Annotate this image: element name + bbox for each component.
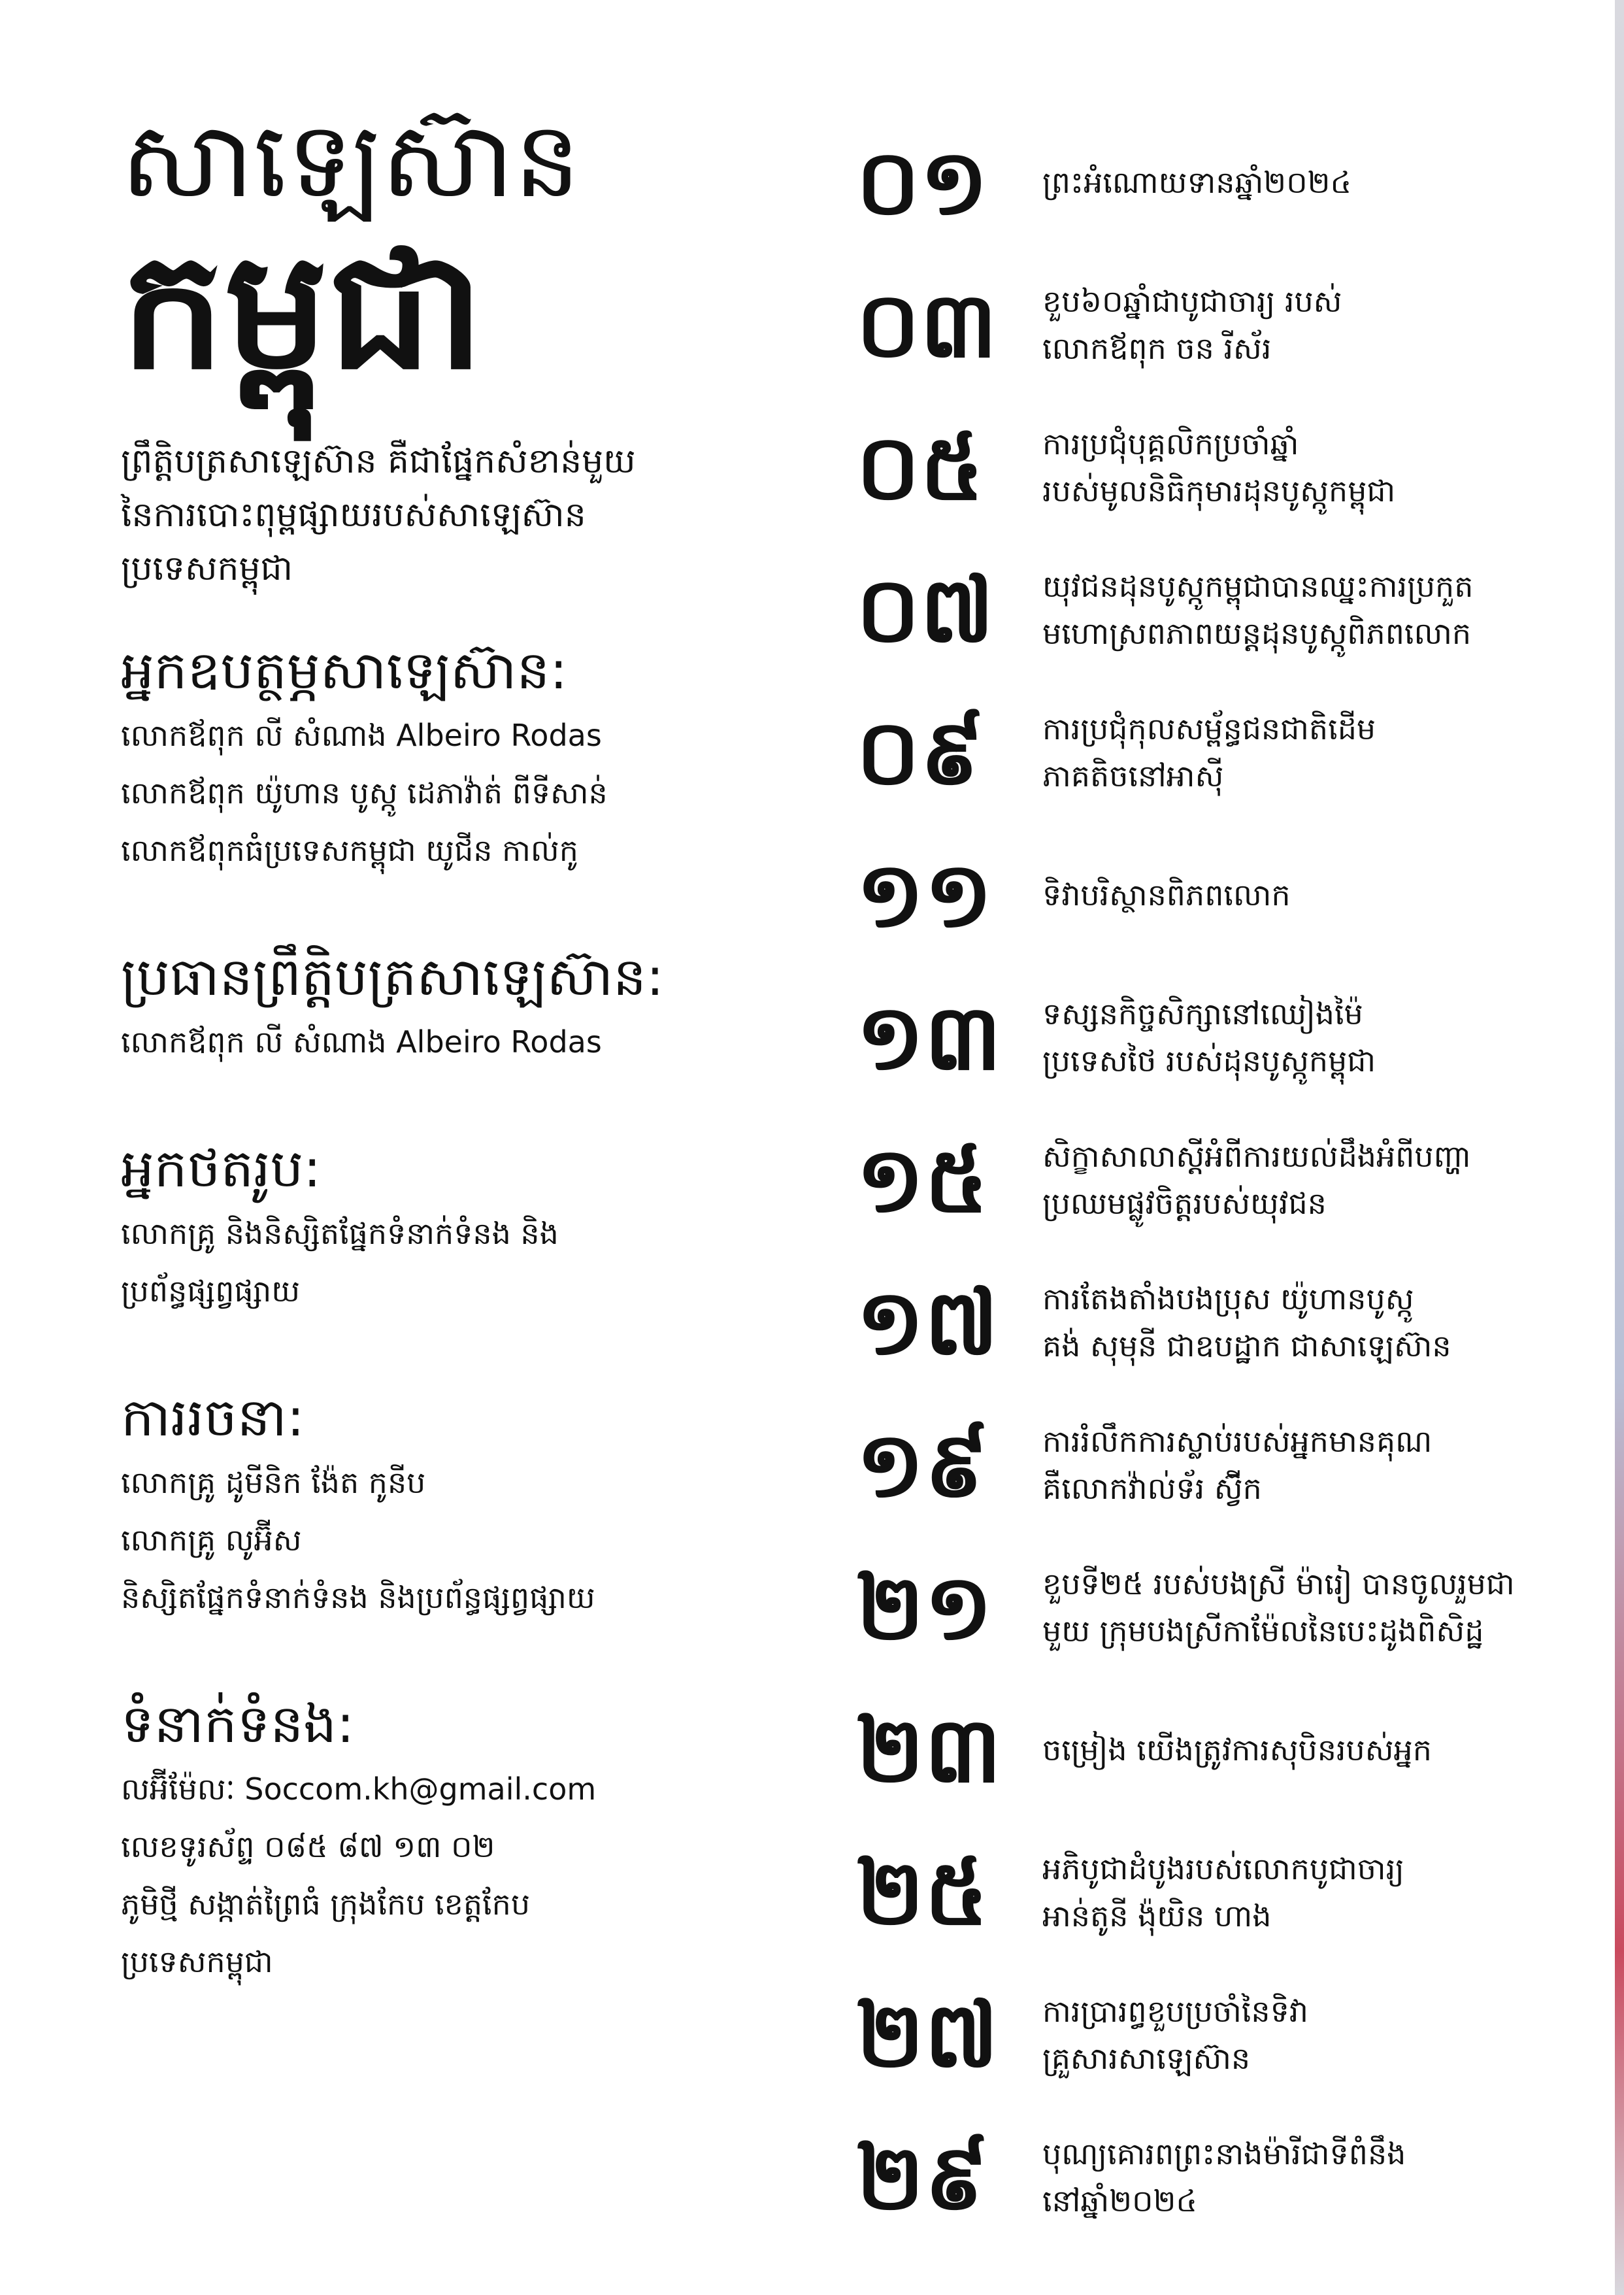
page-edge xyxy=(1615,0,1624,2295)
toc-title-line: ខួប៦០ឆ្នាំជាបូជាចារ្យ របស់ xyxy=(1042,284,1342,319)
section-line: លោកឪពុក លី សំណាង Albeiro Rodas xyxy=(121,718,602,753)
toc-title xyxy=(1042,420,1395,514)
toc-title xyxy=(1042,1726,1432,1773)
toc-page-number: ១៣ xyxy=(856,984,1002,1090)
toc-title-line: អភិបូជាដំបូងរបស់លោកបូជាចារ្យ xyxy=(1042,1851,1404,1886)
section-title: ប្រធានព្រឹត្តិបត្រសាឡេស៊ាន: xyxy=(121,946,664,1007)
toc-title-line: គឺលោកវ៉ាល់ទ័រ ស៊្វីក xyxy=(1042,1471,1262,1506)
section-line: លោកគ្រូ និងនិស្សិតផ្នែកទំនាក់ទំនង និង xyxy=(121,1216,559,1251)
toc-title xyxy=(1042,563,1473,657)
toc-title-line: នៅឆ្នាំ២០២៤ xyxy=(1042,2183,1197,2219)
toc-title-line: ទស្សនកិច្ចសិក្សានៅឈៀងម៉ៃ xyxy=(1042,996,1363,1031)
toc-title-line: គង់ សុមុនី ជាឧបដ្ឋាក ជាសាឡេស៊ាន xyxy=(1042,1328,1451,1364)
toc-item xyxy=(856,254,1601,396)
toc-item xyxy=(856,1679,1601,1821)
toc-title-line: គ្រួសារសាឡេស៊ាន xyxy=(1042,2041,1251,2076)
toc-page-number: ០១ xyxy=(856,129,989,235)
toc-title-line: ទិវាបរិស្ថានពិភពលោក xyxy=(1042,877,1291,913)
toc-page-number: ០៣ xyxy=(856,271,997,378)
toc-item xyxy=(856,111,1601,254)
toc-title xyxy=(1042,990,1376,1084)
toc-title xyxy=(1042,159,1351,206)
toc-title-line: ការប្រារព្ធខួបប្រចាំនៃទិវា xyxy=(1042,1994,1308,2029)
toc-item xyxy=(856,396,1601,539)
section-editor-in-chief xyxy=(121,941,807,1071)
toc-title-line: មួយ ក្រុមបងស្រីកាម៉ែលនៃបេះដូងពិសិដ្ឋ xyxy=(1042,1613,1484,1649)
toc-title xyxy=(1042,278,1342,372)
toc-title xyxy=(1042,1133,1471,1227)
toc-title xyxy=(1042,1845,1404,1939)
toc-title-line: អាន់តូនី ង៉ុយិន ហាង xyxy=(1042,1898,1272,1934)
toc-item xyxy=(856,1964,1601,2106)
toc-item xyxy=(856,966,1601,1109)
section-patrons xyxy=(121,635,807,879)
intro-line: ប្រទេសកម្ពុជា xyxy=(121,549,293,588)
toc-item xyxy=(856,2106,1601,2249)
toc-title xyxy=(1042,1418,1432,1512)
section-title: អ្នកឧបត្ថម្ភសាឡេស៊ាន: xyxy=(121,640,568,701)
toc-item xyxy=(856,1394,1601,1536)
toc-title-line: ប្រទេសថៃ របស់ដុនបូស្កូកម្ពុជា xyxy=(1042,1043,1376,1079)
section-line: និស្សិតផ្នែកទំនាក់ទំនង និងប្រព័ន្ធផ្សព្វផ្សាយ xyxy=(121,1580,595,1615)
toc-page-number: ២១ xyxy=(856,1554,993,1660)
toc-title xyxy=(1042,1988,1308,2082)
toc-item xyxy=(856,1251,1601,1394)
toc-title xyxy=(1042,1560,1515,1654)
section-title: ទំនាក់ទំនង: xyxy=(121,1694,355,1754)
toc-title xyxy=(1042,705,1376,799)
masthead-column xyxy=(121,98,807,1990)
toc-page-number: ១៧ xyxy=(856,1269,999,1375)
toc-page-number: ១៩ xyxy=(856,1411,989,1518)
toc-page-number: ០៥ xyxy=(856,414,984,520)
brand-title-line1: សាឡេស៊ាន xyxy=(121,99,581,221)
section-line: លោកគ្រូ ដូមីនិក ង៉ែត កូនីប xyxy=(121,1465,426,1500)
toc-page-number: ២៧ xyxy=(856,1981,999,2088)
contact-address: ភូមិថ្មី សង្កាត់ព្រៃធំ ក្រុងកែប ខេត្តកែប xyxy=(121,1886,531,1922)
toc-title-line: ការប្រជុំកុលសម្ព័ន្ធជនជាតិដើម xyxy=(1042,711,1376,746)
section-line: លោកឪពុក លី សំណាង Albeiro Rodas xyxy=(121,1024,602,1060)
toc-item xyxy=(856,539,1601,681)
toc-title-line: សិក្ខាសាលាស្ដីអំពីការយល់ដឹងអំពីបញ្ហា xyxy=(1042,1139,1472,1174)
toc-title-line: ព្រះអំណោយទានឆ្នាំ២០២៤ xyxy=(1042,165,1352,200)
toc-title-line: ភាគតិចនៅអាស៊ី xyxy=(1042,758,1224,794)
toc-title-line: របស់មូលនិធិកុមារដុនបូស្កូកម្ពុជា xyxy=(1042,473,1396,509)
section-line: ប្រព័ន្ធផ្សព្វផ្សាយ xyxy=(121,1273,301,1309)
section-line: លោកគ្រូ លូអ៊ីស xyxy=(121,1522,302,1558)
section-title: អ្នកថតរូប: xyxy=(121,1138,322,1199)
contact-email: លអ៊ីម៉ែលៈ Soccom.kh@gmail.com xyxy=(121,1771,597,1807)
toc-title-line: ប្រឈមផ្លូវចិត្តរបស់យុវជន xyxy=(1042,1186,1327,1221)
intro-line: នៃការបោះពុម្ពផ្សាយរបស់សាឡេស៊ាន xyxy=(121,495,586,535)
intro-line: ព្រឹត្តិបត្រសាឡេស៊ាន គឺជាផ្នែកសំខាន់មួយ xyxy=(121,442,636,481)
toc-page-number: ២៣ xyxy=(856,1696,1002,1803)
toc-title xyxy=(1042,871,1291,918)
section-contact xyxy=(121,1688,807,1990)
toc-item xyxy=(856,1821,1601,1964)
toc-item xyxy=(856,1109,1601,1251)
toc-page-number: ០៩ xyxy=(856,699,984,805)
section-design xyxy=(121,1382,807,1626)
toc-title-line: ចម្រៀង យើងត្រូវការសុបិនរបស់អ្នក xyxy=(1042,1732,1432,1767)
toc-item xyxy=(856,1536,1601,1679)
section-photographers xyxy=(121,1133,807,1320)
contact-country: ប្រទេសកម្ពុជា xyxy=(121,1944,273,1979)
toc-title-line: មហោស្រពភាពយន្តដុនបូស្កូពិភពលោក xyxy=(1042,616,1472,651)
contact-phone: លេខទូរស័ព្ទ ០៨៥ ៨៧ ១៣ ០២ xyxy=(121,1829,495,1864)
toc-page-number: ២៩ xyxy=(856,2124,989,2230)
toc-title-line: បុណ្យគោរពព្រះនាងម៉ារីជាទីពំនឹង xyxy=(1042,2136,1406,2171)
toc-page-number: ០៧ xyxy=(856,556,994,663)
toc-page-number: ២៥ xyxy=(856,1839,989,1945)
toc-title-line: យុវជនដុនបូស្កូកម្ពុជាបានឈ្នះការប្រកួត xyxy=(1042,569,1474,604)
section-title: ការរចនា: xyxy=(121,1387,305,1448)
toc-page-number: ១៥ xyxy=(856,1126,989,1233)
toc-title-line: ការតែងតាំងបងប្រុស យ៉ូហានបូស្កូ xyxy=(1042,1281,1414,1316)
table-of-contents xyxy=(856,111,1601,2249)
toc-page-number: ១១ xyxy=(856,841,993,948)
brand-title-line2: កម្ពុជា xyxy=(121,215,484,405)
toc-title-line: ការប្រជុំបុគ្គលិកប្រចាំឆ្នាំ xyxy=(1042,426,1299,461)
toc-title-line: ខួបទី២៥ របស់បងស្រី ម៉ារៀ បានចូលរួមជា xyxy=(1042,1566,1515,1601)
toc-title xyxy=(1042,2130,1406,2224)
toc-title-line: លោកឪពុក ចន រីស័រ xyxy=(1042,331,1272,366)
section-line: លោកឪពុកធំប្រទេសកម្ពុជា យូជីន កាល់កូ xyxy=(121,833,578,868)
toc-item xyxy=(856,681,1601,824)
toc-title xyxy=(1042,1275,1451,1369)
section-line: លោកឪពុក យ៉ូហាន បូស្កូ ដេភាវ៉ាត់ ពីទីសាន់ xyxy=(121,775,608,811)
intro-paragraph xyxy=(121,435,807,595)
toc-title-line: ការរំលឹកការស្លាប់របស់អ្នកមានគុណ xyxy=(1042,1424,1433,1459)
toc-item xyxy=(856,824,1601,966)
